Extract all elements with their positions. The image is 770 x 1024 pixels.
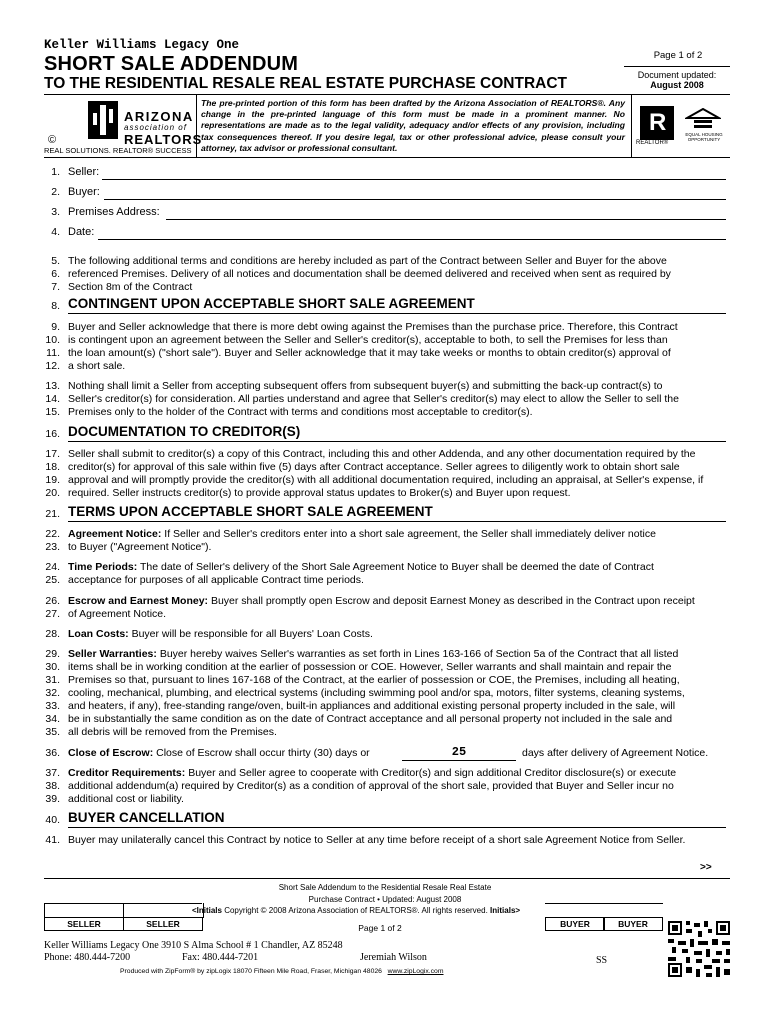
body-line: items shall be in working condition at the earlier of possession or COE. However, Seller warrants and shall maintain and repair the — [68, 661, 672, 673]
realtor-mark: REALTOR® — [636, 140, 669, 146]
logo-tagline: REAL SOLUTIONS. REALTOR® SUCCESS — [44, 146, 192, 155]
body-line: Nothing shall limit a Seller from accepting subsequent offers from subsequent buyer(s) and submitting the back-up contract(s) to — [68, 380, 663, 392]
line-number: 8. — [51, 300, 60, 312]
footer-copyright: Copyright © 2008 Arizona Association of REALTORS®. All rights reserved. — [224, 906, 488, 915]
produced-by — [120, 968, 620, 975]
logo-arizona: ARIZONA — [124, 109, 194, 124]
term-text: Buyer and Seller agree to cooperate with Creditor(s) and sign additional Creditor disclosure(s) or execute — [185, 767, 677, 779]
body-line: Premises only to the holder of the Contract with terms and conditions most acceptable to creditor(s). — [68, 406, 533, 418]
line-number: 16. — [45, 428, 60, 440]
line-number: 9. — [51, 321, 60, 333]
premises-address-field[interactable] — [166, 219, 726, 220]
logo-divider — [196, 95, 197, 157]
line-number: 40. — [45, 814, 60, 826]
premises-address-label: Premises Address: — [68, 206, 160, 218]
term-label: Time Periods: — [68, 561, 138, 573]
body-line — [68, 561, 726, 573]
section-heading-contingent: CONTINGENT UPON ACCEPTABLE SHORT SALE AGREEMENT — [68, 296, 475, 311]
line-number: 28. — [45, 628, 60, 640]
disclaimer-text: The pre-printed portion of this form has been drafted by the Arizona Association of REALTORS®. Any change in the pre-printed language of this form must be made in a prominent manner. No representations are made as to the legal validity, adequacy and/or effects of any provision, including tax consequences thereof. If you desire legal, tax or other professional advice, please consult your attorney, tax advisor or professional consultant. — [201, 98, 625, 153]
body-line — [68, 528, 726, 540]
body-line: Buyer may unilaterally cancel this Contract by notice to Seller at any time before receipt of a short sale Agreement Notice from Seller. — [68, 834, 686, 846]
section-heading-terms: TERMS UPON ACCEPTABLE SHORT SALE AGREEMENT — [68, 504, 433, 519]
seller-initials-field-1[interactable]: SELLER — [44, 917, 124, 931]
body-line: required. Seller instructs creditor(s) to provide approval status updates to Broker(s) and Buyer upon request. — [68, 487, 571, 499]
line-number: 30. — [45, 661, 60, 673]
footer-form-updated: Purchase Contract • Updated: August 2008 — [308, 895, 462, 904]
buyer-field[interactable] — [104, 199, 726, 200]
line-number: 24. — [45, 561, 60, 573]
section-heading-buyer-cancellation: BUYER CANCELLATION — [68, 810, 225, 825]
header-bottom-rule — [44, 157, 730, 158]
section-rule — [68, 521, 726, 522]
body-line: acceptance for purposes of all applicable Contract time periods. — [68, 574, 364, 586]
line-number: 26. — [45, 595, 60, 607]
line-number: 21. — [45, 508, 60, 520]
section-rule — [68, 441, 726, 442]
term-text: Buyer shall promptly open Escrow and deposit Earnest Money as described in the Contract upon receipt — [208, 595, 695, 607]
term-label: Agreement Notice: — [68, 528, 162, 540]
continue-marker: >> — [700, 862, 712, 873]
body-line: Premises so that, pursuant to lines 167-168 of the Contract, at the earlier of possession or COE, the Premises, including all heating, — [68, 674, 680, 686]
initials-left-label: <Initials — [191, 906, 222, 915]
body-line: of Agreement Notice. — [68, 608, 167, 620]
body-line: is contingent upon an agreement between the Seller and Seller's creditor(s), acceptable to both, to sell the Premises for less than — [68, 334, 668, 346]
line-number: 23. — [45, 541, 60, 553]
line-number: 5. — [51, 255, 60, 267]
date-field[interactable] — [98, 239, 726, 240]
body-line: cooling, mechanical, plumbing, and electrical systems (including swimming pool and/or spa, motors, filter systems, cleaning systems, — [68, 687, 685, 699]
logo-association: association of — [124, 123, 187, 132]
line-number: 39. — [45, 793, 60, 805]
section-rule — [68, 827, 726, 828]
line-number: 14. — [45, 393, 60, 405]
body-line: approval and will promptly provide the creditor(s) with all additional documentation required, including an appraisal, at Seller's expense, if — [68, 474, 704, 486]
document-updated-label: Document updated: — [637, 70, 717, 80]
line-number: 15. — [45, 406, 60, 418]
body-line: creditor(s) for approval of this sale within five (5) days after Contract acceptance. Seller agrees to diligently work to obtain short sale — [68, 461, 680, 473]
line-number: 38. — [45, 780, 60, 792]
seller-initials-box — [44, 903, 204, 918]
line-number: 17. — [45, 448, 60, 460]
line-number: 20. — [45, 487, 60, 499]
line-number: 18. — [45, 461, 60, 473]
line-number: 10. — [45, 334, 60, 346]
qr-code-icon — [668, 921, 730, 977]
line-number: 35. — [45, 726, 60, 738]
body-line: Buyer and Seller acknowledge that there is more debt owing against the Premises than the purchase price. Therefore, this Contract — [68, 321, 678, 333]
body-line: additional cost or liability. — [68, 793, 184, 805]
line-number: 22. — [45, 528, 60, 540]
body-line: and heaters, if any), free-standing range/oven, built-in appliances and additional existing personal property included in the sale, will — [68, 700, 676, 712]
footer-form-name: Short Sale Addendum to the Residential Resale Real Estate — [278, 883, 492, 892]
agent-name: Jeremiah Wilson — [360, 952, 427, 963]
equal-housing-icon — [685, 108, 721, 130]
body-line: Seller shall submit to creditor(s) a copy of this Contract, including this and other Addenda, and any other documentation required by the — [68, 448, 696, 460]
term-text: Close of Escrow shall occur thirty (30) days or — [153, 747, 370, 759]
footer-rule — [44, 878, 730, 879]
footer-copyright-row — [166, 906, 546, 915]
line-number: 19. — [45, 474, 60, 486]
body-line: days after delivery of Agreement Notice. — [522, 747, 709, 759]
line-number: 36. — [45, 747, 60, 759]
page-number-bottom: Page 1 of 2 — [358, 923, 402, 933]
term-label: Loan Costs: — [68, 628, 129, 640]
term-text: Buyer hereby waives Seller's warranties as set forth in Lines 163-166 of Section 5a of the Contract that all listed — [156, 648, 679, 660]
section-rule — [68, 313, 726, 314]
seller-field[interactable] — [102, 179, 726, 180]
ziplogix-link[interactable]: www.zipLogix.com — [387, 968, 444, 975]
document-updated-date: August 2008 — [650, 80, 704, 90]
term-label: Creditor Requirements: — [68, 767, 186, 779]
body-line: to Buyer ("Agreement Notice"). — [68, 541, 212, 553]
logo-copyright: © — [48, 134, 57, 146]
body-line: be in substantially the same condition as on the date of Contract acceptance and all personal property not included in the sale and — [68, 713, 673, 725]
body-line: The following additional terms and conditions are hereby included as part of the Contract between Seller and Buyer for the above — [68, 255, 667, 267]
form-subtitle: TO THE RESIDENTIAL RESALE REAL ESTATE PURCHASE CONTRACT — [44, 75, 568, 92]
line-number: 32. — [45, 687, 60, 699]
line-number: 27. — [45, 608, 60, 620]
line-number: 37. — [45, 767, 60, 779]
document-updated — [624, 66, 730, 90]
body-line: all debris will be removed from the Premises. — [68, 726, 277, 738]
office-fax: Fax: 480.444-7201 — [182, 952, 259, 963]
line-number: 3. — [51, 206, 60, 218]
close-of-escrow-days-field[interactable]: 25 — [402, 745, 516, 761]
term-text: If Seller and Seller's creditors enter into a short sale agreement, the Seller shall immediately deliver notice — [161, 528, 656, 540]
body-line: a short sale. — [68, 360, 126, 372]
line-number: 2. — [51, 186, 60, 198]
line-number: 1. — [51, 166, 60, 178]
seller-label: Seller: — [68, 166, 100, 178]
equal-housing-text: EQUAL HOUSING OPPORTUNITY — [685, 132, 723, 142]
form-id: SS — [596, 955, 608, 966]
line-number: 34. — [45, 713, 60, 725]
office-phone: Phone: 480.444-7200 — [44, 952, 131, 963]
seller-initials-field-2[interactable]: SELLER — [123, 917, 203, 931]
line-number: 4. — [51, 226, 60, 238]
line-number: 31. — [45, 674, 60, 686]
buyer-initials-field-2[interactable]: BUYER — [603, 917, 663, 931]
line-number: 41. — [45, 834, 60, 846]
line-number: 11. — [46, 347, 60, 359]
buyer-label: Buyer: — [68, 186, 100, 198]
line-number: 13. — [45, 380, 60, 392]
term-text: The date of Seller's delivery of the Short Sale Agreement Notice to Buyer shall be deemed the date of Contract — [137, 561, 654, 573]
term-label: Close of Escrow: — [68, 747, 154, 759]
section-heading-documentation: DOCUMENTATION TO CREDITOR(S) — [68, 424, 301, 439]
disclaimer-divider — [631, 95, 632, 157]
produced-by-text: Produced with ZipForm® by zipLogix 18070 Fifteen Mile Road, Fraser, Michigan 48026 — [120, 968, 382, 975]
term-text: Buyer will be responsible for all Buyers' Loan Costs. — [128, 628, 373, 640]
brokerage-name: Keller Williams Legacy One — [44, 38, 240, 52]
line-number: 7. — [51, 281, 60, 293]
body-line — [68, 767, 726, 779]
body-line — [68, 595, 726, 607]
date-label: Date: — [68, 226, 95, 238]
body-line — [68, 628, 726, 640]
page-number-top: Page 1 of 2 — [653, 50, 703, 61]
line-number: 29. — [45, 648, 60, 660]
buyer-initials-line — [545, 903, 663, 904]
office-address: Keller Williams Legacy One 3910 S Alma School # 1 Chandler, AZ 85248 — [44, 940, 343, 951]
body-line: additional addendum(a) required by Creditor(s) as a condition of approval of the short sale, provided that Buyer and Seller incur no — [68, 780, 674, 792]
term-label: Seller Warranties: — [68, 648, 157, 660]
term-label: Escrow and Earnest Money: — [68, 595, 209, 607]
body-line — [68, 648, 726, 660]
logo-realtors: REALTORS — [124, 132, 203, 147]
body-line: Seller's creditor(s) for consideration. All parties understand and agree that Seller's creditor(s) may elect to allow the Seller to sell the — [68, 393, 679, 405]
realtor-r-icon: R — [640, 106, 674, 140]
line-number: 25. — [45, 574, 60, 586]
line-number: 6. — [51, 268, 60, 280]
body-line: the loan amount(s) ("short sale"). Buyer and Seller acknowledge that it may take weeks or months to obtain creditor(s) approval of — [68, 347, 671, 359]
form-title: SHORT SALE ADDENDUM — [44, 53, 299, 75]
buyer-initials-field-1[interactable]: BUYER — [545, 917, 605, 931]
initials-right-label: Initials> — [490, 906, 521, 915]
line-number: 33. — [45, 700, 60, 712]
line-number: 12. — [45, 360, 60, 372]
body-line: Section 8m of the Contract — [68, 281, 193, 293]
body-line: referenced Premises. Delivery of all notices and documentation shall be deemed delivered and received when sent as required by — [68, 268, 671, 280]
